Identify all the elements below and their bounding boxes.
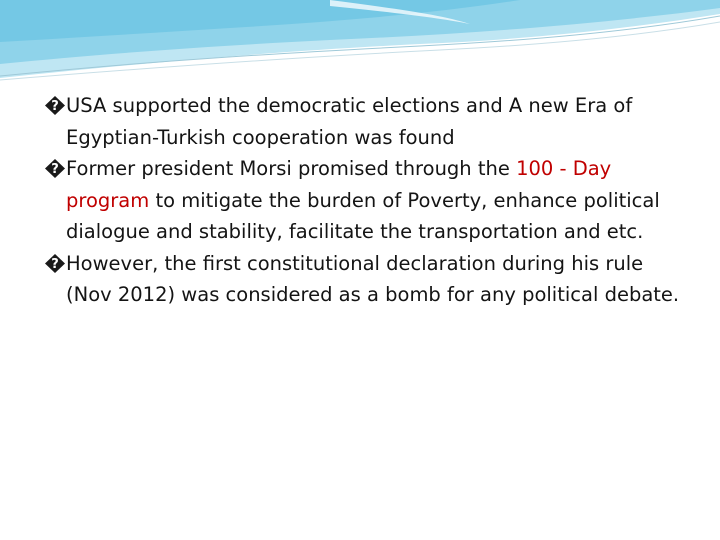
bullet-item bbox=[44, 90, 684, 153]
bullet-item bbox=[44, 248, 684, 311]
bullet-text: USA supported the democratic elections and A new Era of Egyptian-Turkish cooperation was found bbox=[66, 94, 633, 149]
bullet-list bbox=[44, 90, 684, 311]
bullet-item bbox=[44, 153, 684, 248]
replacement-character-icon bbox=[44, 253, 66, 274]
bullet-text-tail: to mitigate the burden of Poverty, enhance political dialogue and stability, facilitate the transportation and etc. bbox=[66, 188, 660, 243]
svg-text:?: ? bbox=[51, 162, 59, 177]
replacement-character-icon bbox=[44, 95, 66, 116]
bullet-text: However, the first constitutional declaration during his rule (Nov 2012) was considered as a bomb for any political debate. bbox=[66, 251, 680, 306]
header-wave-decoration bbox=[0, 0, 720, 90]
replacement-character-icon bbox=[44, 158, 66, 179]
bullet-text bbox=[66, 153, 684, 248]
bullet-text-lead: Former president Morsi promised through the bbox=[66, 157, 517, 180]
highlight-100-day-program: 100 - Day program bbox=[66, 157, 612, 212]
svg-text:?: ? bbox=[51, 256, 59, 272]
svg-text:?: ? bbox=[51, 99, 59, 114]
